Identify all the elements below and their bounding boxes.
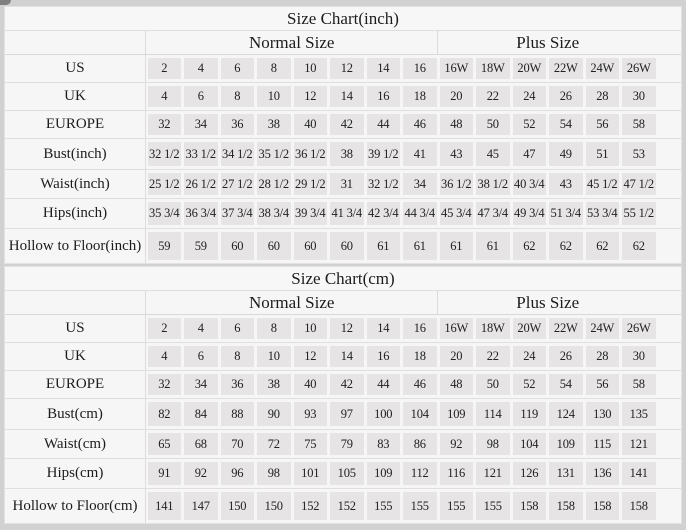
scan-artifact xyxy=(0,0,11,5)
table-row-waist-inch- xyxy=(5,170,681,199)
size-cell: 26 xyxy=(549,86,583,107)
size-cell: 79 xyxy=(330,433,364,455)
size-cell: 28 xyxy=(586,346,620,367)
size-cell: 86 xyxy=(403,433,437,455)
size-cell: 16 xyxy=(367,346,401,367)
size-cell: 61 xyxy=(440,232,474,260)
size-cell: 47 3/4 xyxy=(476,202,510,225)
size-cell: 20 xyxy=(440,86,474,107)
size-cell: 155 xyxy=(440,492,474,520)
size-cell: 16W xyxy=(440,58,474,79)
size-cell: 30 xyxy=(622,346,656,367)
size-cell: 98 xyxy=(476,433,510,455)
size-cell: 116 xyxy=(440,462,474,485)
size-cell: 58 xyxy=(622,114,656,135)
row-label: UK xyxy=(5,343,146,370)
row-label: Waist(inch) xyxy=(5,170,146,198)
row-label: EUROPE xyxy=(5,371,146,398)
size-cell: 60 xyxy=(330,232,364,260)
table-row-uk xyxy=(5,343,681,371)
size-cell: 40 xyxy=(294,374,328,395)
size-cell: 42 xyxy=(330,374,364,395)
size-cell: 16 xyxy=(403,58,437,79)
size-cell: 155 xyxy=(403,492,437,520)
size-cell: 14 xyxy=(330,86,364,107)
size-cell: 109 xyxy=(367,462,401,485)
size-cell: 43 xyxy=(549,173,583,195)
size-cell: 34 1/2 xyxy=(221,142,255,166)
size-cell: 22 xyxy=(476,346,510,367)
size-cell: 38 3/4 xyxy=(257,202,291,225)
size-chart-inch xyxy=(4,6,682,264)
size-cell: 56 xyxy=(586,374,620,395)
size-cell: 26W xyxy=(622,318,656,339)
corner-spacer xyxy=(5,31,146,54)
group-header-normal-size: Normal Size xyxy=(146,31,438,54)
size-cell: 42 xyxy=(330,114,364,135)
row-cells xyxy=(146,430,681,458)
size-cell: 100 xyxy=(367,402,401,426)
size-cell: 16 xyxy=(367,86,401,107)
corner-spacer xyxy=(5,291,146,314)
size-cell: 70 xyxy=(221,433,255,455)
size-cell: 32 xyxy=(148,374,182,395)
size-cell: 36 1/2 xyxy=(440,173,474,195)
size-cell: 135 xyxy=(622,402,656,426)
row-label: US xyxy=(5,55,146,82)
size-cell: 39 3/4 xyxy=(294,202,328,225)
size-cell: 96 xyxy=(221,462,255,485)
size-cell: 41 3/4 xyxy=(330,202,364,225)
size-cell: 52 xyxy=(513,114,547,135)
size-cell: 12 xyxy=(330,58,364,79)
size-cell: 24W xyxy=(586,318,620,339)
size-cell: 46 xyxy=(403,374,437,395)
size-cell: 2 xyxy=(148,58,182,79)
size-cell: 22 xyxy=(476,86,510,107)
size-cell: 14 xyxy=(330,346,364,367)
row-label: Bust(cm) xyxy=(5,399,146,429)
row-cells xyxy=(146,111,681,138)
row-label: Hollow to Floor(inch) xyxy=(5,229,146,263)
table-row-bust-cm- xyxy=(5,399,681,430)
row-cells xyxy=(146,343,681,370)
size-cell: 104 xyxy=(513,433,547,455)
size-cell: 49 xyxy=(549,142,583,166)
size-cell: 22W xyxy=(549,318,583,339)
size-cell: 112 xyxy=(403,462,437,485)
size-cell: 48 xyxy=(440,114,474,135)
table-row-hips-inch- xyxy=(5,199,681,229)
size-cell: 20 xyxy=(440,346,474,367)
size-cell: 124 xyxy=(549,402,583,426)
size-cell: 20W xyxy=(513,58,547,79)
size-cell: 18 xyxy=(403,86,437,107)
size-cell: 62 xyxy=(622,232,656,260)
size-cell: 16 xyxy=(403,318,437,339)
size-cell: 36 3/4 xyxy=(184,202,218,225)
table-row-hollow-to-floor-cm- xyxy=(5,489,681,523)
size-cell: 62 xyxy=(586,232,620,260)
size-cell: 26W xyxy=(622,58,656,79)
size-cell: 54 xyxy=(549,374,583,395)
size-cell: 131 xyxy=(549,462,583,485)
size-cell: 47 1/2 xyxy=(622,173,656,195)
row-cells xyxy=(146,371,681,398)
size-cell: 36 1/2 xyxy=(294,142,328,166)
row-label: US xyxy=(5,315,146,342)
size-cell: 75 xyxy=(294,433,328,455)
size-cell: 34 xyxy=(184,114,218,135)
size-cell: 109 xyxy=(549,433,583,455)
row-label: EUROPE xyxy=(5,111,146,138)
size-cell: 14 xyxy=(367,58,401,79)
size-cell: 25 1/2 xyxy=(148,173,182,195)
size-cell: 62 xyxy=(513,232,547,260)
size-cell: 155 xyxy=(367,492,401,520)
group-header-plus-size: Plus Size xyxy=(516,293,580,312)
size-cell: 38 xyxy=(257,114,291,135)
size-cell: 8 xyxy=(221,346,255,367)
size-cell: 6 xyxy=(184,86,218,107)
row-label: Hollow to Floor(cm) xyxy=(5,489,146,523)
size-chart-cm xyxy=(4,266,682,524)
size-cell: 8 xyxy=(221,86,255,107)
row-cells xyxy=(146,399,681,429)
row-cells xyxy=(146,139,681,169)
size-cell: 62 xyxy=(549,232,583,260)
row-label: UK xyxy=(5,83,146,110)
size-cell: 43 xyxy=(440,142,474,166)
size-cell: 2 xyxy=(148,318,182,339)
size-cell: 155 xyxy=(476,492,510,520)
size-cell: 10 xyxy=(257,346,291,367)
table-title: Size Chart(cm) xyxy=(5,267,681,291)
size-cell: 24 xyxy=(513,346,547,367)
size-cell: 35 1/2 xyxy=(257,142,291,166)
group-header-normal-size: Normal Size xyxy=(146,291,438,314)
size-cell: 152 xyxy=(330,492,364,520)
size-cell: 61 xyxy=(367,232,401,260)
size-cell: 61 xyxy=(476,232,510,260)
size-cell: 6 xyxy=(221,318,255,339)
size-cell: 115 xyxy=(586,433,620,455)
size-cell: 4 xyxy=(148,86,182,107)
size-cell: 150 xyxy=(257,492,291,520)
size-cell: 53 xyxy=(622,142,656,166)
size-cell: 50 xyxy=(476,114,510,135)
size-cell: 158 xyxy=(549,492,583,520)
size-cell: 44 3/4 xyxy=(403,202,437,225)
size-cell: 54 xyxy=(549,114,583,135)
size-cell: 28 xyxy=(586,86,620,107)
size-cell: 51 3/4 xyxy=(549,202,583,225)
size-cell: 147 xyxy=(184,492,218,520)
size-cell: 45 1/2 xyxy=(586,173,620,195)
size-cell: 18 xyxy=(403,346,437,367)
size-cell: 39 1/2 xyxy=(367,142,401,166)
group-header-row xyxy=(5,291,681,315)
size-cell: 92 xyxy=(440,433,474,455)
size-cell: 32 xyxy=(148,114,182,135)
table-title: Size Chart(inch) xyxy=(5,7,681,31)
size-cell: 6 xyxy=(221,58,255,79)
row-cells xyxy=(146,170,681,198)
size-cell: 119 xyxy=(513,402,547,426)
size-cell: 48 xyxy=(440,374,474,395)
size-cell: 93 xyxy=(294,402,328,426)
row-cells xyxy=(146,459,681,488)
size-cell: 88 xyxy=(221,402,255,426)
size-cell: 44 xyxy=(367,374,401,395)
size-cell: 34 xyxy=(403,173,437,195)
size-cell: 90 xyxy=(257,402,291,426)
size-cell: 52 xyxy=(513,374,547,395)
size-cell: 20W xyxy=(513,318,547,339)
table-row-us xyxy=(5,55,681,83)
size-cell: 59 xyxy=(148,232,182,260)
size-cell: 150 xyxy=(221,492,255,520)
size-cell: 24W xyxy=(586,58,620,79)
table-row-us xyxy=(5,315,681,343)
size-cell: 24 xyxy=(513,86,547,107)
row-cells xyxy=(146,229,681,263)
size-cell: 109 xyxy=(440,402,474,426)
size-cell: 58 xyxy=(622,374,656,395)
size-cell: 38 1/2 xyxy=(476,173,510,195)
table-row-hollow-to-floor-inch- xyxy=(5,229,681,263)
table-row-europe xyxy=(5,371,681,399)
size-cell: 152 xyxy=(294,492,328,520)
size-cell: 4 xyxy=(184,318,218,339)
size-cell: 16W xyxy=(440,318,474,339)
size-cell: 158 xyxy=(586,492,620,520)
size-cell: 92 xyxy=(184,462,218,485)
size-cell: 44 xyxy=(367,114,401,135)
size-cell: 97 xyxy=(330,402,364,426)
size-cell: 136 xyxy=(586,462,620,485)
size-cell: 30 xyxy=(622,86,656,107)
size-cell: 27 1/2 xyxy=(221,173,255,195)
row-label: Hips(cm) xyxy=(5,459,146,488)
size-cell: 40 3/4 xyxy=(513,173,547,195)
size-cell: 31 xyxy=(330,173,364,195)
size-cell: 49 3/4 xyxy=(513,202,547,225)
size-cell: 18W xyxy=(476,58,510,79)
size-cell: 37 3/4 xyxy=(221,202,255,225)
size-cell: 26 xyxy=(549,346,583,367)
size-cell: 65 xyxy=(148,433,182,455)
size-cell: 6 xyxy=(184,346,218,367)
size-cell: 36 xyxy=(221,114,255,135)
row-cells xyxy=(146,199,681,228)
row-label: Bust(inch) xyxy=(5,139,146,169)
size-cell: 42 3/4 xyxy=(367,202,401,225)
size-cell: 141 xyxy=(148,492,182,520)
size-cell: 45 3/4 xyxy=(440,202,474,225)
row-label: Hips(inch) xyxy=(5,199,146,228)
row-cells xyxy=(146,83,681,110)
size-cell: 10 xyxy=(294,58,328,79)
size-cell: 35 3/4 xyxy=(148,202,182,225)
size-cell: 29 1/2 xyxy=(294,173,328,195)
size-cell: 60 xyxy=(257,232,291,260)
size-cell: 59 xyxy=(184,232,218,260)
size-cell: 126 xyxy=(513,462,547,485)
size-cell: 10 xyxy=(257,86,291,107)
size-cell: 121 xyxy=(476,462,510,485)
size-cell: 12 xyxy=(330,318,364,339)
group-header-plus-size: Plus Size xyxy=(516,33,580,52)
row-cells xyxy=(146,489,681,523)
size-cell: 130 xyxy=(586,402,620,426)
size-cell: 34 xyxy=(184,374,218,395)
size-cell: 28 1/2 xyxy=(257,173,291,195)
size-cell: 14 xyxy=(367,318,401,339)
size-cell: 141 xyxy=(622,462,656,485)
table-row-waist-cm- xyxy=(5,430,681,459)
size-cell: 82 xyxy=(148,402,182,426)
size-cell: 84 xyxy=(184,402,218,426)
size-cell: 61 xyxy=(403,232,437,260)
table-row-uk xyxy=(5,83,681,111)
size-cell: 4 xyxy=(148,346,182,367)
table-row-europe xyxy=(5,111,681,139)
size-cell: 12 xyxy=(294,346,328,367)
group-header-row xyxy=(5,31,681,55)
row-label: Waist(cm) xyxy=(5,430,146,458)
size-cell: 50 xyxy=(476,374,510,395)
size-cell: 12 xyxy=(294,86,328,107)
size-cell: 55 1/2 xyxy=(622,202,656,225)
size-cell: 98 xyxy=(257,462,291,485)
size-cell: 101 xyxy=(294,462,328,485)
size-cell: 8 xyxy=(257,318,291,339)
size-cell: 72 xyxy=(257,433,291,455)
row-cells xyxy=(146,55,681,82)
row-cells xyxy=(146,315,681,342)
size-cell: 158 xyxy=(513,492,547,520)
size-cell: 60 xyxy=(221,232,255,260)
size-cell: 104 xyxy=(403,402,437,426)
size-cell: 33 1/2 xyxy=(184,142,218,166)
size-cell: 36 xyxy=(221,374,255,395)
size-cell: 41 xyxy=(403,142,437,166)
size-cell: 46 xyxy=(403,114,437,135)
table-row-bust-inch- xyxy=(5,139,681,170)
size-cell: 60 xyxy=(294,232,328,260)
size-cell: 38 xyxy=(257,374,291,395)
size-cell: 56 xyxy=(586,114,620,135)
size-cell: 51 xyxy=(586,142,620,166)
size-cell: 8 xyxy=(257,58,291,79)
size-cell: 83 xyxy=(367,433,401,455)
size-cell: 18W xyxy=(476,318,510,339)
size-cell: 68 xyxy=(184,433,218,455)
size-cell: 38 xyxy=(330,142,364,166)
table-row-hips-cm- xyxy=(5,459,681,489)
size-cell: 114 xyxy=(476,402,510,426)
size-cell: 40 xyxy=(294,114,328,135)
size-cell: 47 xyxy=(513,142,547,166)
size-cell: 91 xyxy=(148,462,182,485)
size-cell: 4 xyxy=(184,58,218,79)
size-cell: 22W xyxy=(549,58,583,79)
size-cell: 32 1/2 xyxy=(367,173,401,195)
size-cell: 45 xyxy=(476,142,510,166)
size-cell: 158 xyxy=(622,492,656,520)
size-cell: 105 xyxy=(330,462,364,485)
size-cell: 26 1/2 xyxy=(184,173,218,195)
size-cell: 10 xyxy=(294,318,328,339)
size-cell: 32 1/2 xyxy=(148,142,182,166)
size-cell: 121 xyxy=(622,433,656,455)
size-cell: 53 3/4 xyxy=(586,202,620,225)
